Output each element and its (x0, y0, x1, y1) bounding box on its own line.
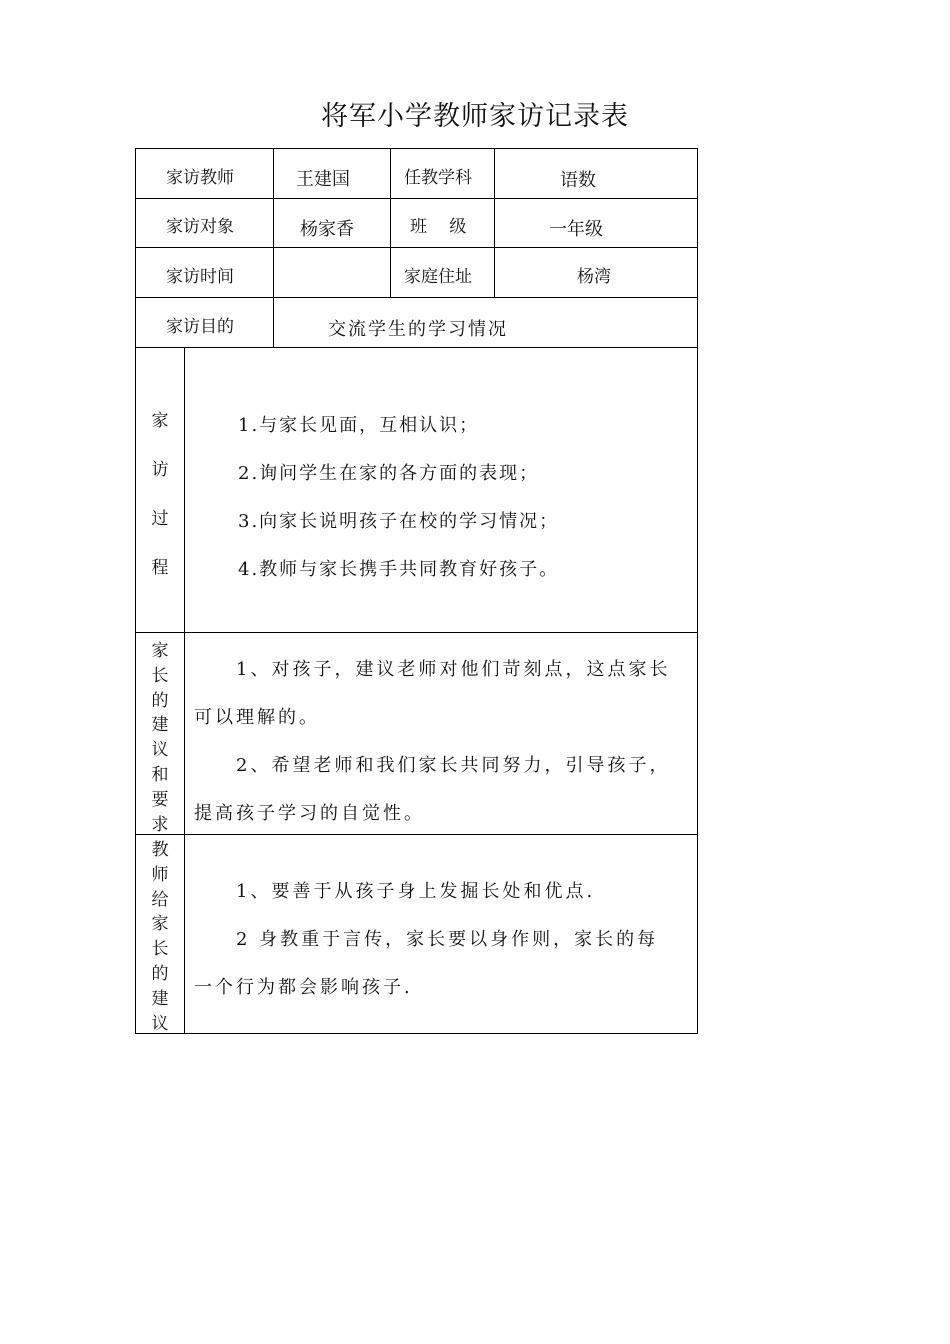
process-item: 2.询问学生在家的各方面的表现； (238, 463, 540, 484)
parent-suggestion-line: 提高孩子学习的自觉性。 (194, 803, 425, 824)
teacher-suggestion-line: 1、要善于从孩子身上发掘长处和优点. (236, 881, 596, 902)
parent-label-char: 长 (151, 665, 169, 686)
time-label: 家访时间 (166, 267, 234, 287)
parent-label-char: 和 (151, 764, 169, 785)
teacher-label-char: 给 (151, 889, 169, 910)
class-label: 班 级 (410, 217, 467, 237)
target-value: 杨家香 (300, 219, 354, 240)
row-divider (136, 198, 697, 199)
row-divider (136, 632, 697, 633)
visit-record-table (135, 148, 698, 1034)
teacher-label-char: 师 (151, 864, 169, 885)
column-divider (390, 149, 391, 297)
parent-suggestions-label (136, 636, 184, 834)
address-value: 杨湾 (577, 267, 611, 287)
class-value: 一年级 (549, 219, 603, 240)
column-divider (184, 347, 185, 1033)
teacher-label-char: 的 (151, 963, 169, 984)
purpose-label: 家访目的 (166, 317, 234, 337)
document-title: 将军小学教师家访记录表 (321, 101, 629, 132)
row-divider (136, 297, 697, 298)
row-divider (136, 834, 697, 835)
teacher-label-char: 教 (151, 840, 169, 860)
teacher-suggestion-line: 一个行为都会影响孩子. (194, 977, 413, 998)
parent-label-char: 要 (151, 789, 169, 810)
column-divider (494, 149, 495, 297)
parent-suggestion-line: 可以理解的。 (194, 707, 320, 728)
teacher-label-char: 建 (151, 988, 169, 1009)
teacher-suggestions-label (136, 835, 184, 1033)
teacher-label-char: 长 (151, 939, 169, 960)
address-label: 家庭住址 (404, 267, 472, 287)
process-label-char: 程 (151, 558, 169, 578)
parent-label-char: 议 (151, 740, 169, 761)
process-label (136, 406, 184, 602)
subject-label: 任教学科 (404, 168, 472, 188)
teacher-suggestion-line: 2 身教重于言传，家长要以身作则，家长的每 (236, 929, 659, 950)
teacher-label-char: 家 (151, 914, 169, 935)
subject-value: 语数 (560, 170, 596, 191)
process-item: 3.向家长说明孩子在校的学习情况； (238, 511, 560, 532)
parent-suggestion-line: 2、希望老师和我们家长共同努力，引导孩子， (236, 755, 671, 776)
teacher-label-char: 议 (151, 1013, 169, 1034)
teacher-value: 王建国 (296, 169, 350, 190)
target-label: 家访对象 (166, 217, 234, 237)
teacher-label: 家访教师 (166, 168, 234, 188)
process-item: 4.教师与家长携手共同教育好孩子。 (238, 559, 560, 580)
process-label-char: 过 (151, 509, 169, 529)
process-label-char: 访 (151, 460, 169, 480)
row-divider (136, 347, 697, 348)
purpose-value: 交流学生的学习情况 (328, 319, 508, 340)
process-label-char: 家 (151, 411, 169, 431)
process-item: 1.与家长见面，互相认识； (238, 415, 480, 436)
parent-label-char: 家 (151, 641, 169, 661)
parent-label-char: 建 (151, 715, 169, 736)
parent-suggestion-line: 1、对孩子，建议老师对他们苛刻点，这点家长 (236, 659, 671, 680)
column-divider (273, 149, 274, 347)
row-divider (136, 247, 697, 248)
parent-label-char: 的 (151, 690, 169, 711)
parent-label-char: 求 (151, 814, 169, 835)
